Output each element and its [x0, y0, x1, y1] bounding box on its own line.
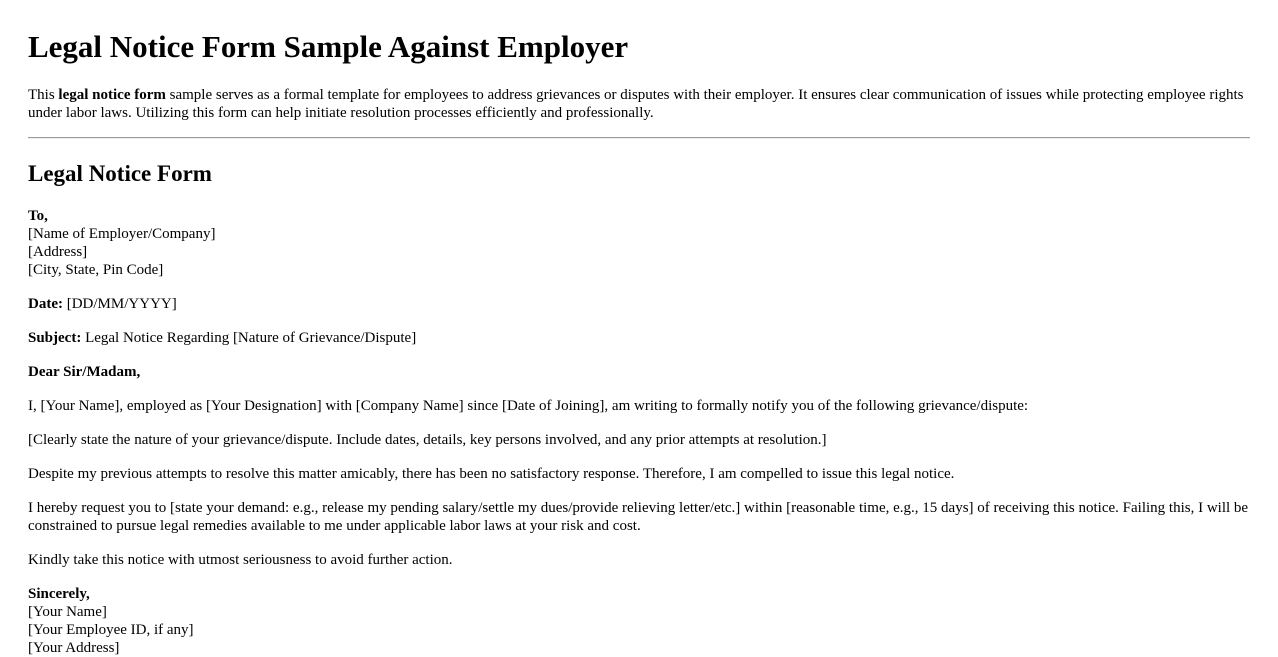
subject-line: [28, 329, 1250, 347]
signer-name-line: [Your Name]: [28, 604, 107, 620]
subject-label: Subject:: [28, 330, 82, 346]
subject-value: Legal Notice Regarding [Nature of Grievance/Dispute]: [81, 330, 417, 346]
intro-bold-term: legal notice form: [58, 87, 166, 103]
intro-paragraph: [28, 86, 1250, 122]
intro-prefix: This: [28, 87, 59, 103]
recipient-address-line: [Address]: [28, 244, 88, 260]
date-label: Date:: [28, 296, 63, 312]
body-paragraph: Despite my previous attempts to resolve this matter amicably, there has been no satisfactory response. Therefore, I am compelled to issue this legal notice.: [28, 466, 955, 482]
body-paragraph: Kindly take this notice with utmost seriousness to avoid further action.: [28, 552, 453, 568]
recipient-name-line: [Name of Employer/Company]: [28, 226, 216, 242]
recipient-city-line: [City, State, Pin Code]: [28, 262, 164, 278]
salutation-text: Dear Sir/Madam,: [28, 364, 141, 380]
recipient-block: [28, 207, 1250, 279]
signer-address-line: [Your Address]: [28, 640, 120, 656]
body-paragraph: I, [Your Name], employed as [Your Designation] with [Company Name] since [Date of Joining], am writing to formally notify you of the following grievance/dispute:: [28, 398, 1029, 414]
document-page: [28, 0, 1250, 657]
salutation: [28, 363, 1250, 381]
body-paragraph: [Clearly state the nature of your grievance/dispute. Include dates, details, key persons involved, and any prior attempts at resolution.]: [28, 432, 827, 448]
to-label: To,: [28, 208, 48, 224]
section-divider: [28, 137, 1250, 139]
closing-label: Sincerely,: [28, 586, 90, 602]
date-line: [28, 295, 1250, 313]
body-paragraph: I hereby request you to [state your demand: e.g., release my pending salary/settle my dues/provide relieving letter/etc.] within [reasonable time, e.g., 15 days] of receiving this notice. Failing this, I will be constrained to pursue legal remedies available to me under applicable labor laws at your risk and cost.: [28, 500, 1249, 534]
intro-suffix: sample serves as a formal template for employees to address grievances or disputes with their employer. It ensures clear communication of issues while protecting employee rights under labor laws. Utilizing this form can help initiate resolution processes efficiently and professionally.: [28, 87, 1244, 121]
date-value: [DD/MM/YYYY]: [62, 296, 177, 312]
signer-employee-id-line: [Your Employee ID, if any]: [28, 622, 194, 638]
signature-block: [28, 585, 1250, 657]
page-title: Legal Notice Form Sample Against Employer: [28, 29, 629, 64]
form-heading: Legal Notice Form: [28, 161, 212, 186]
